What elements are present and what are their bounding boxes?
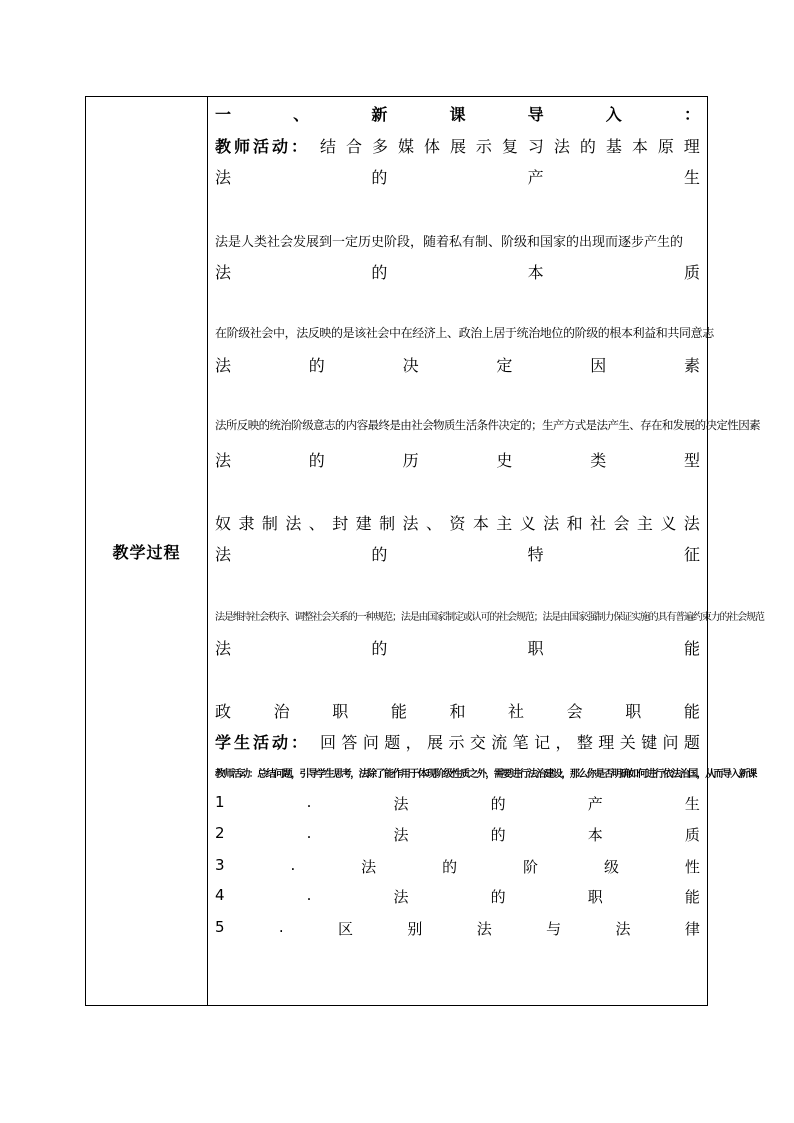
list-item-char: 级 bbox=[603, 858, 619, 876]
topic-title-char: 法 bbox=[215, 168, 232, 187]
topic-title-char: 法 bbox=[215, 639, 232, 658]
heading bbox=[215, 102, 700, 125]
topic-body-char: 奴 bbox=[215, 514, 232, 533]
topic-body: 法是人类社会发展到一定历史阶段，随着私有制、阶级和国家的出现而逐步产生的 bbox=[215, 235, 684, 250]
topic-title-char: 的 bbox=[371, 545, 388, 564]
topic-title-char: 的 bbox=[308, 356, 325, 375]
teacher-activity-label: 教师活动： bbox=[215, 137, 311, 156]
list-item-char: 本 bbox=[587, 826, 603, 844]
list-item-char: 能 bbox=[684, 888, 700, 906]
topic-title-char: 法 bbox=[215, 356, 232, 375]
topic-body: 在阶级社会中，法反映的是该社会中在经济上、政治上居于统治地位的阶级的根本利益和共同意志 bbox=[215, 326, 714, 340]
topic-title-char: 法 bbox=[215, 545, 232, 564]
list-item-char: 区 bbox=[338, 920, 354, 938]
heading-char: 导 bbox=[527, 105, 544, 124]
topic-title-char: 定 bbox=[496, 356, 513, 375]
list-item-char: 1 bbox=[215, 793, 225, 811]
student-activity-text: 回 答 问 题 ， 展 示 交 流 笔 记 ， 整 理 关 键 问 题 bbox=[320, 733, 700, 752]
topic-title-char: 特 bbox=[527, 545, 544, 564]
list-item-char: 法 bbox=[476, 920, 492, 938]
list-item-char: . bbox=[290, 856, 296, 874]
list-item-char: 的 bbox=[490, 826, 506, 844]
list-item-char: 法 bbox=[393, 795, 409, 813]
list-item-char: 质 bbox=[684, 826, 700, 844]
topic-body-char: 和 bbox=[566, 514, 583, 533]
topic-body: 法所反映的统治阶级意志的内容最终是由社会物质生活条件决定的；生产方式是法产生、存在和发展的决定性因素 bbox=[215, 418, 760, 432]
teacher-activity bbox=[215, 134, 700, 157]
topic-title-char: 决 bbox=[402, 356, 419, 375]
list-item-char: . bbox=[278, 918, 284, 936]
topic-title-char: 型 bbox=[683, 451, 700, 470]
heading-char: 入 bbox=[605, 105, 622, 124]
topic-title bbox=[215, 165, 700, 188]
topic-title-char: 质 bbox=[683, 263, 700, 282]
list-item-char: 法 bbox=[615, 920, 631, 938]
topic-body-char: 义 bbox=[660, 514, 677, 533]
list-item-char: 生 bbox=[684, 795, 700, 813]
topic-body-char: 职 bbox=[625, 702, 642, 721]
list-item-char: 5 bbox=[215, 918, 225, 936]
topic-body-char: 隶 bbox=[238, 514, 255, 533]
list-item-char: 4 bbox=[215, 886, 225, 904]
list-item-char: 职 bbox=[587, 888, 603, 906]
topic-title-char: 类 bbox=[590, 451, 607, 470]
topic-title-char: 能 bbox=[683, 639, 700, 658]
topic-body: 法是维持社会秩序、调整社会关系的一种规范；法是由国家制定或认可的社会规范；法是由国家强制力保证实施的具有普遍约束力的社会规范 bbox=[215, 612, 764, 623]
topic-title-char: 生 bbox=[683, 168, 700, 187]
topic-body-char: 、 bbox=[425, 514, 442, 533]
topic-body-char: 和 bbox=[449, 702, 466, 721]
topic-title bbox=[215, 448, 700, 471]
heading-char: 一 bbox=[215, 105, 232, 124]
topic-body-char: 义 bbox=[519, 514, 536, 533]
list-item-char: 的 bbox=[490, 888, 506, 906]
teacher-activity-text: 结 合 多 媒 体 展 示 复 习 法 的 基 本 原 理 bbox=[320, 137, 700, 156]
list-item bbox=[215, 856, 700, 877]
topic-body-char: 建 bbox=[355, 514, 372, 533]
topic-title bbox=[215, 542, 700, 565]
topic-title bbox=[215, 260, 700, 283]
list-item-char: 法 bbox=[393, 826, 409, 844]
topic-title-char: 法 bbox=[215, 451, 232, 470]
heading-char: ： bbox=[683, 105, 700, 124]
heading-char: 新 bbox=[371, 105, 388, 124]
topic-body-char: 制 bbox=[379, 514, 396, 533]
topic-body-char: 会 bbox=[566, 702, 583, 721]
list-item-char: 法 bbox=[361, 858, 377, 876]
topic-title-char: 因 bbox=[590, 356, 607, 375]
topic-body-char: 会 bbox=[613, 514, 630, 533]
section-label: 教学过程 bbox=[112, 542, 181, 562]
list-item-char: 与 bbox=[546, 920, 562, 938]
topic-body-char: 制 bbox=[261, 514, 278, 533]
topic-title-char: 职 bbox=[527, 639, 544, 658]
topic-body-char: 本 bbox=[472, 514, 489, 533]
list-item bbox=[215, 886, 700, 907]
topic-body-char: 能 bbox=[390, 702, 407, 721]
topic-title-char: 的 bbox=[308, 451, 325, 470]
topic-body-char: 社 bbox=[590, 514, 607, 533]
topic-body-char: 法 bbox=[402, 514, 419, 533]
topic-body-char: 治 bbox=[273, 702, 290, 721]
student-activity-label: 学生活动： bbox=[215, 733, 311, 752]
topic-body-char: 封 bbox=[332, 514, 349, 533]
column-divider bbox=[207, 97, 208, 1005]
topic-title-char: 征 bbox=[683, 545, 700, 564]
list-item bbox=[215, 824, 700, 845]
student-activity bbox=[215, 730, 700, 753]
topic-title-char: 本 bbox=[527, 263, 544, 282]
list-item-char: . bbox=[306, 824, 312, 842]
list-item-char: 性 bbox=[684, 858, 700, 876]
topic-title-char: 产 bbox=[527, 168, 544, 187]
topic-body-char: 社 bbox=[508, 702, 525, 721]
topic-body-char: 政 bbox=[215, 702, 232, 721]
topic-body-char: 资 bbox=[449, 514, 466, 533]
topic-body bbox=[215, 699, 700, 722]
topic-body bbox=[215, 511, 700, 534]
topic-title-char: 历 bbox=[402, 451, 419, 470]
topic-title bbox=[215, 353, 700, 376]
topic-title-char: 素 bbox=[683, 356, 700, 375]
topic-body-char: 法 bbox=[543, 514, 560, 533]
list-item-char: 的 bbox=[442, 858, 458, 876]
topic-body-char: 主 bbox=[496, 514, 513, 533]
list-item-char: . bbox=[306, 793, 312, 811]
heading-char: 、 bbox=[293, 105, 310, 124]
topic-body-char: 法 bbox=[285, 514, 302, 533]
teacher-summary: 教师活动：总结问题，引导学生思考，法除了能作用于体现阶级性质之外，需要进行法治建设，那么你是否明确如何进行依法治国，从而导入新课 bbox=[215, 769, 756, 780]
list-item-char: 阶 bbox=[523, 858, 539, 876]
list-item-char: 2 bbox=[215, 824, 225, 842]
topic-title-char: 史 bbox=[496, 451, 513, 470]
topic-body-char: 主 bbox=[636, 514, 653, 533]
topic-title-char: 的 bbox=[371, 168, 388, 187]
list-item-char: 产 bbox=[587, 795, 603, 813]
heading-char: 课 bbox=[449, 105, 466, 124]
topic-body-char: 能 bbox=[683, 702, 700, 721]
list-item bbox=[215, 918, 700, 939]
topic-body-char: 法 bbox=[683, 514, 700, 533]
list-item-char: 3 bbox=[215, 856, 225, 874]
list-item-char: 法 bbox=[393, 888, 409, 906]
topic-title bbox=[215, 636, 700, 659]
topic-title-char: 法 bbox=[215, 263, 232, 282]
list-item-char: 律 bbox=[684, 920, 700, 938]
list-item-char: . bbox=[306, 886, 312, 904]
list-item-char: 的 bbox=[490, 795, 506, 813]
list-item bbox=[215, 793, 700, 814]
list-item-char: 别 bbox=[407, 920, 423, 938]
topic-body-char: 职 bbox=[332, 702, 349, 721]
topic-title-char: 的 bbox=[371, 639, 388, 658]
topic-body-char: 、 bbox=[308, 514, 325, 533]
topic-title-char: 的 bbox=[371, 263, 388, 282]
